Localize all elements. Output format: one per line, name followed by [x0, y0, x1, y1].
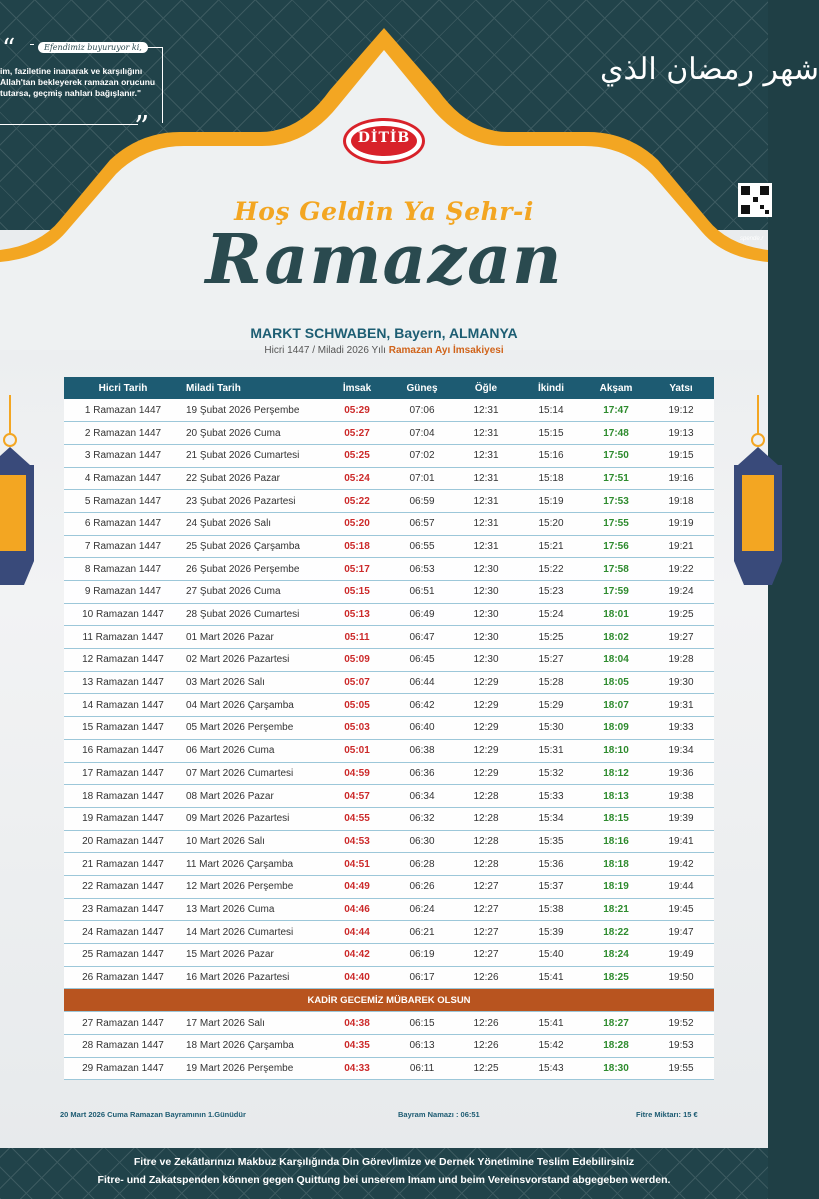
table-row — [64, 966, 714, 989]
table-cell: 15 Mart 2026 Pazar — [182, 944, 324, 967]
table-cell: 06:49 — [390, 603, 454, 626]
table-cell: 14 Mart 2026 Cumartesi — [182, 921, 324, 944]
table-cell: 05:27 — [324, 422, 390, 445]
table-cell: 18:07 — [584, 694, 648, 717]
table-cell: 26 Ramazan 1447 — [64, 966, 182, 989]
table-cell: 2 Ramazan 1447 — [64, 422, 182, 445]
bayram-day: 20 Mart 2026 Cuma Ramazan Bayramının 1.Günüdür — [60, 1110, 246, 1119]
table-cell: 15:35 — [518, 830, 584, 853]
table-row — [64, 785, 714, 808]
table-cell: 24 Şubat 2026 Salı — [182, 512, 324, 535]
table-cell: 19:55 — [648, 1057, 714, 1080]
table-cell: 06:28 — [390, 853, 454, 876]
table-cell: 9 Ramazan 1447 — [64, 581, 182, 604]
table-cell: 04:55 — [324, 807, 390, 830]
table-cell: 12:30 — [454, 649, 518, 672]
table-cell: 06:30 — [390, 830, 454, 853]
logo-text: DİTİB — [357, 130, 411, 146]
table-row — [64, 762, 714, 785]
col-yatsi: Yatsı — [648, 377, 714, 399]
table-row — [64, 467, 714, 490]
table-row — [64, 1012, 714, 1035]
table-cell: 12:28 — [454, 830, 518, 853]
table-cell: 06:44 — [390, 671, 454, 694]
quote-border-right — [162, 47, 163, 123]
bayram-namazi: Bayram Namazı : 06:51 — [398, 1110, 480, 1119]
table-cell: 28 Ramazan 1447 — [64, 1035, 182, 1058]
table-cell: 17:50 — [584, 444, 648, 467]
table-cell: 06:36 — [390, 762, 454, 785]
table-cell: 06:40 — [390, 717, 454, 740]
table-row — [64, 1057, 714, 1080]
table-cell: 15:14 — [518, 399, 584, 422]
table-cell: 05:17 — [324, 558, 390, 581]
table-cell: 19:34 — [648, 739, 714, 762]
table-cell: 12:29 — [454, 739, 518, 762]
table-cell: 15:28 — [518, 671, 584, 694]
table-cell: 26 Şubat 2026 Perşembe — [182, 558, 324, 581]
lantern-left-icon — [0, 395, 40, 605]
table-cell: 11 Mart 2026 Çarşamba — [182, 853, 324, 876]
quote-border-bottom — [0, 124, 138, 125]
table-cell: 06:38 — [390, 739, 454, 762]
table-cell: 15:25 — [518, 626, 584, 649]
table-cell: 05:07 — [324, 671, 390, 694]
table-cell: 17:48 — [584, 422, 648, 445]
table-cell: 15:31 — [518, 739, 584, 762]
table-cell: 19:52 — [648, 1012, 714, 1035]
table-cell: 06:51 — [390, 581, 454, 604]
table-row — [64, 898, 714, 921]
table-cell: 19:22 — [648, 558, 714, 581]
table-cell: 07:01 — [390, 467, 454, 490]
prayer-times-table — [64, 377, 714, 1080]
table-cell: 19:33 — [648, 717, 714, 740]
table-cell: 16 Mart 2026 Pazartesi — [182, 966, 324, 989]
table-cell: 15:19 — [518, 490, 584, 513]
table-cell: 18:16 — [584, 830, 648, 853]
table-row — [64, 717, 714, 740]
table-cell: 03 Mart 2026 Salı — [182, 671, 324, 694]
col-imsak: İmsak — [324, 377, 390, 399]
table-cell: 18:27 — [584, 1012, 648, 1035]
table-cell: 12:30 — [454, 603, 518, 626]
table-cell: 05:25 — [324, 444, 390, 467]
table-cell: 19:36 — [648, 762, 714, 785]
table-cell: 06:21 — [390, 921, 454, 944]
table-cell: 07 Mart 2026 Cumartesi — [182, 762, 324, 785]
table-cell: 18:28 — [584, 1035, 648, 1058]
table-cell: 19:30 — [648, 671, 714, 694]
quote-border-top — [30, 44, 34, 45]
table-cell: 4 Ramazan 1447 — [64, 467, 182, 490]
table-cell: 18:18 — [584, 853, 648, 876]
table-cell: 15:39 — [518, 921, 584, 944]
table-cell: 12:30 — [454, 581, 518, 604]
table-cell: 06:32 — [390, 807, 454, 830]
table-cell: 12:31 — [454, 490, 518, 513]
table-cell: 06:24 — [390, 898, 454, 921]
table-cell: 06 Mart 2026 Cuma — [182, 739, 324, 762]
table-cell: 13 Mart 2026 Cuma — [182, 898, 324, 921]
table-row — [64, 921, 714, 944]
subtitle-prefix: Hicri 1447 / Miladi 2026 Yılı — [264, 345, 386, 356]
table-cell: 04:40 — [324, 966, 390, 989]
table-cell: 23 Şubat 2026 Pazartesi — [182, 490, 324, 513]
table-cell: 19:24 — [648, 581, 714, 604]
table-cell: 18 Mart 2026 Çarşamba — [182, 1035, 324, 1058]
table-cell: 12 Mart 2026 Perşembe — [182, 875, 324, 898]
table-cell: 04:46 — [324, 898, 390, 921]
table-cell: 12:26 — [454, 1012, 518, 1035]
table-cell: 06:47 — [390, 626, 454, 649]
table-cell: 01 Mart 2026 Pazar — [182, 626, 324, 649]
table-cell: 05:22 — [324, 490, 390, 513]
table-cell: 06:11 — [390, 1057, 454, 1080]
table-cell: 18:15 — [584, 807, 648, 830]
table-cell: 05:03 — [324, 717, 390, 740]
table-cell: 06:55 — [390, 535, 454, 558]
table-cell: 15:41 — [518, 966, 584, 989]
table-row — [64, 944, 714, 967]
table-cell: 06:42 — [390, 694, 454, 717]
table-cell: 05:24 — [324, 467, 390, 490]
table-cell: 04:35 — [324, 1035, 390, 1058]
table-cell: 10 Ramazan 1447 — [64, 603, 182, 626]
table-cell: 19:21 — [648, 535, 714, 558]
table-cell: 06:13 — [390, 1035, 454, 1058]
table-cell: 19:25 — [648, 603, 714, 626]
table-row — [64, 853, 714, 876]
table-cell: 15:20 — [518, 512, 584, 535]
table-cell: 17 Mart 2026 Salı — [182, 1012, 324, 1035]
table-cell: 17 Ramazan 1447 — [64, 762, 182, 785]
table-cell: 27 Ramazan 1447 — [64, 1012, 182, 1035]
table-cell: 05:20 — [324, 512, 390, 535]
table-cell: 12:31 — [454, 467, 518, 490]
table-cell: 17:58 — [584, 558, 648, 581]
table-cell: 19:47 — [648, 921, 714, 944]
table-cell: 17:53 — [584, 490, 648, 513]
table-cell: 19:31 — [648, 694, 714, 717]
table-cell: 12:30 — [454, 626, 518, 649]
table-cell: 12:31 — [454, 512, 518, 535]
col-ikindi: İkindi — [518, 377, 584, 399]
table-cell: 20 Ramazan 1447 — [64, 830, 182, 853]
table-cell: 04:33 — [324, 1057, 390, 1080]
table-cell: 12:28 — [454, 785, 518, 808]
table-cell: 06:45 — [390, 649, 454, 672]
table-cell: 27 Şubat 2026 Cuma — [182, 581, 324, 604]
kadir-banner-row — [64, 989, 714, 1012]
table-cell: 12:29 — [454, 694, 518, 717]
table-cell: 18:19 — [584, 875, 648, 898]
table-cell: 23 Ramazan 1447 — [64, 898, 182, 921]
table-row — [64, 626, 714, 649]
table-cell: 12:25 — [454, 1057, 518, 1080]
table-cell: 06:57 — [390, 512, 454, 535]
table-row — [64, 739, 714, 762]
table-cell: 05:01 — [324, 739, 390, 762]
table-row — [64, 807, 714, 830]
table-cell: 15:18 — [518, 467, 584, 490]
table-cell: 29 Ramazan 1447 — [64, 1057, 182, 1080]
table-cell: 19 Ramazan 1447 — [64, 807, 182, 830]
table-cell: 19:12 — [648, 399, 714, 422]
table-cell: 6 Ramazan 1447 — [64, 512, 182, 535]
table-row — [64, 671, 714, 694]
col-hicri: Hicri Tarih — [64, 377, 182, 399]
table-cell: 15:42 — [518, 1035, 584, 1058]
table-cell: 12:31 — [454, 399, 518, 422]
table-row — [64, 399, 714, 422]
table-cell: 22 Ramazan 1447 — [64, 875, 182, 898]
table-body — [64, 399, 714, 1080]
table-cell: 12:27 — [454, 921, 518, 944]
table-cell: 15:21 — [518, 535, 584, 558]
table-cell: 15:27 — [518, 649, 584, 672]
table-cell: 12:29 — [454, 762, 518, 785]
table-cell: 06:59 — [390, 490, 454, 513]
table-cell: 08 Mart 2026 Pazar — [182, 785, 324, 808]
ditib-logo — [343, 118, 425, 164]
col-aksam: Akşam — [584, 377, 648, 399]
table-cell: 12:30 — [454, 558, 518, 581]
table-cell: 12:27 — [454, 944, 518, 967]
table-row — [64, 581, 714, 604]
fitre-amount: Fitre Miktarı: 15 € — [636, 1110, 698, 1119]
table-cell: 18:05 — [584, 671, 648, 694]
table-cell: 05:15 — [324, 581, 390, 604]
table-cell: 19:53 — [648, 1035, 714, 1058]
table-cell: 19 Mart 2026 Perşembe — [182, 1057, 324, 1080]
table-cell: 8 Ramazan 1447 — [64, 558, 182, 581]
quote-open-icon: “ — [2, 34, 16, 64]
table-cell: 18:04 — [584, 649, 648, 672]
table-row — [64, 444, 714, 467]
table-cell: 19 Şubat 2026 Perşembe — [182, 399, 324, 422]
table-cell: 18:12 — [584, 762, 648, 785]
table-cell: 18 Ramazan 1447 — [64, 785, 182, 808]
col-miladi: Miladi Tarih — [182, 377, 324, 399]
table-cell: 15:41 — [518, 1012, 584, 1035]
table-cell: 25 Şubat 2026 Çarşamba — [182, 535, 324, 558]
table-cell: 05:05 — [324, 694, 390, 717]
table-cell: 07:06 — [390, 399, 454, 422]
table-row — [64, 1035, 714, 1058]
table-cell: 15:43 — [518, 1057, 584, 1080]
table-cell: 04:38 — [324, 1012, 390, 1035]
table-cell: 06:34 — [390, 785, 454, 808]
table-cell: 21 Şubat 2026 Cumartesi — [182, 444, 324, 467]
col-ogle: Öğle — [454, 377, 518, 399]
table-cell: 04:49 — [324, 875, 390, 898]
table-row — [64, 875, 714, 898]
table-cell: 18:10 — [584, 739, 648, 762]
table-cell: 15 Ramazan 1447 — [64, 717, 182, 740]
table-cell: 19:42 — [648, 853, 714, 876]
quote-close-icon: ” — [134, 110, 150, 145]
table-cell: 12:26 — [454, 966, 518, 989]
table-row — [64, 694, 714, 717]
table-cell: 15:40 — [518, 944, 584, 967]
table-cell: 04:59 — [324, 762, 390, 785]
table-cell: 12:27 — [454, 875, 518, 898]
table-cell: 12 Ramazan 1447 — [64, 649, 182, 672]
table-cell: 18:21 — [584, 898, 648, 921]
table-cell: 12:29 — [454, 717, 518, 740]
table-cell: 04:57 — [324, 785, 390, 808]
table-cell: 12:28 — [454, 853, 518, 876]
footer-line-de: Fitre- und Zakatspenden können gegen Quittung bei unserem Imam und beim Vereinsvorstand abgegeben werden. — [97, 1174, 671, 1186]
quote-tag: Efendimiz buyuruyor ki, — [38, 42, 148, 53]
table-cell: 19:18 — [648, 490, 714, 513]
table-cell: 17:51 — [584, 467, 648, 490]
table-cell: 05 Mart 2026 Perşembe — [182, 717, 324, 740]
table-cell: 15:32 — [518, 762, 584, 785]
table-cell: 05:09 — [324, 649, 390, 672]
table-cell: 11 Ramazan 1447 — [64, 626, 182, 649]
table-cell: 06:15 — [390, 1012, 454, 1035]
col-gunes: Güneş — [390, 377, 454, 399]
table-cell: 18:24 — [584, 944, 648, 967]
table-cell: 16 Ramazan 1447 — [64, 739, 182, 762]
table-cell: 07:04 — [390, 422, 454, 445]
table-row — [64, 512, 714, 535]
table-cell: 19:13 — [648, 422, 714, 445]
table-cell: 22 Şubat 2026 Pazar — [182, 467, 324, 490]
table-cell: 09 Mart 2026 Pazartesi — [182, 807, 324, 830]
table-cell: 18:02 — [584, 626, 648, 649]
table-cell: 07:02 — [390, 444, 454, 467]
table-cell: 19:27 — [648, 626, 714, 649]
table-cell: 12:26 — [454, 1035, 518, 1058]
subtitle — [0, 345, 768, 356]
table-row — [64, 603, 714, 626]
table-cell: 15:37 — [518, 875, 584, 898]
table-cell: 24 Ramazan 1447 — [64, 921, 182, 944]
table-cell: 12:27 — [454, 898, 518, 921]
arabic-calligraphy: شهر رمضان الذي — [600, 52, 819, 87]
table-cell: 19:39 — [648, 807, 714, 830]
table-cell: 18:13 — [584, 785, 648, 808]
table-row — [64, 422, 714, 445]
table-cell: 15:29 — [518, 694, 584, 717]
table-cell: 12:29 — [454, 671, 518, 694]
qr-caption: spende.r — [740, 236, 764, 242]
table-cell: 04:51 — [324, 853, 390, 876]
table-cell: 17:47 — [584, 399, 648, 422]
table-cell: 15:23 — [518, 581, 584, 604]
table-cell: 15:33 — [518, 785, 584, 808]
welcome-heading: Hoş Geldin Ya Şehr-i — [234, 197, 534, 226]
table-cell: 12:28 — [454, 807, 518, 830]
table-cell: 06:17 — [390, 966, 454, 989]
table-cell: 05:18 — [324, 535, 390, 558]
table-row — [64, 535, 714, 558]
table-cell: 15:34 — [518, 807, 584, 830]
table-cell: 19:28 — [648, 649, 714, 672]
table-cell: 19:38 — [648, 785, 714, 808]
table-cell: 17:59 — [584, 581, 648, 604]
lantern-right-icon — [728, 395, 788, 605]
table-cell: 05:13 — [324, 603, 390, 626]
table-cell: 15:22 — [518, 558, 584, 581]
table-cell: 19:41 — [648, 830, 714, 853]
table-cell: 12:31 — [454, 535, 518, 558]
table-cell: 04 Mart 2026 Çarşamba — [182, 694, 324, 717]
footer-line-tr: Fitre ve Zekâtlarınızı Makbuz Karşılığında Din Görevlimize ve Dernek Yönetimine Teslim Edebilirsiniz — [133, 1156, 635, 1168]
table-cell: 21 Ramazan 1447 — [64, 853, 182, 876]
table-cell: 19:45 — [648, 898, 714, 921]
subtitle-highlight: Ramazan Ayı İmsakiyesi — [388, 345, 504, 356]
table-cell: 02 Mart 2026 Pazartesi — [182, 649, 324, 672]
table-cell: 18:22 — [584, 921, 648, 944]
ramazan-title: Ramazan — [205, 220, 563, 300]
table-cell: 14 Ramazan 1447 — [64, 694, 182, 717]
table-row — [64, 830, 714, 853]
table-cell: 10 Mart 2026 Salı — [182, 830, 324, 853]
table-cell: 3 Ramazan 1447 — [64, 444, 182, 467]
table-cell: 15:24 — [518, 603, 584, 626]
table-cell: 15:16 — [518, 444, 584, 467]
table-cell: 19:49 — [648, 944, 714, 967]
table-cell: 15:38 — [518, 898, 584, 921]
table-cell: 1 Ramazan 1447 — [64, 399, 182, 422]
table-cell: 15:30 — [518, 717, 584, 740]
table-cell: 20 Şubat 2026 Cuma — [182, 422, 324, 445]
hadith-quote: im, faziletine inanarak ve karşılığını Allah'tan bekleyerek ramazan orucunu tutarsa, geçmiş nahları bağışlanır." — [0, 66, 156, 98]
table-row — [64, 490, 714, 513]
table-cell: 5 Ramazan 1447 — [64, 490, 182, 513]
table-cell: 17:55 — [584, 512, 648, 535]
table-cell: 06:19 — [390, 944, 454, 967]
table-cell: 19:44 — [648, 875, 714, 898]
table-row — [64, 649, 714, 672]
table-cell: 04:44 — [324, 921, 390, 944]
table-cell: 04:42 — [324, 944, 390, 967]
table-cell: 15:15 — [518, 422, 584, 445]
table-cell: 28 Şubat 2026 Cumartesi — [182, 603, 324, 626]
table-cell: 19:15 — [648, 444, 714, 467]
table-header-row — [64, 377, 714, 399]
table-cell: 18:09 — [584, 717, 648, 740]
city-heading: MARKT SCHWABEN, Bayern, ALMANYA — [250, 325, 518, 341]
table-cell: 18:25 — [584, 966, 648, 989]
table-cell: 06:26 — [390, 875, 454, 898]
table-cell: 25 Ramazan 1447 — [64, 944, 182, 967]
table-row — [64, 558, 714, 581]
table-cell: 05:29 — [324, 399, 390, 422]
table-cell: 17:56 — [584, 535, 648, 558]
kadir-banner: KADİR GECEMİZ MÜBAREK OLSUN — [64, 989, 714, 1012]
info-bar — [60, 1108, 714, 1122]
table-cell: 06:53 — [390, 558, 454, 581]
table-cell: 19:50 — [648, 966, 714, 989]
table-cell: 12:31 — [454, 444, 518, 467]
table-cell: 7 Ramazan 1447 — [64, 535, 182, 558]
table-cell: 18:01 — [584, 603, 648, 626]
table-cell: 12:31 — [454, 422, 518, 445]
table-cell: 13 Ramazan 1447 — [64, 671, 182, 694]
table-cell: 04:53 — [324, 830, 390, 853]
table-cell: 19:16 — [648, 467, 714, 490]
table-cell: 18:30 — [584, 1057, 648, 1080]
table-cell: 19:19 — [648, 512, 714, 535]
table-cell: 15:36 — [518, 853, 584, 876]
table-cell: 05:11 — [324, 626, 390, 649]
